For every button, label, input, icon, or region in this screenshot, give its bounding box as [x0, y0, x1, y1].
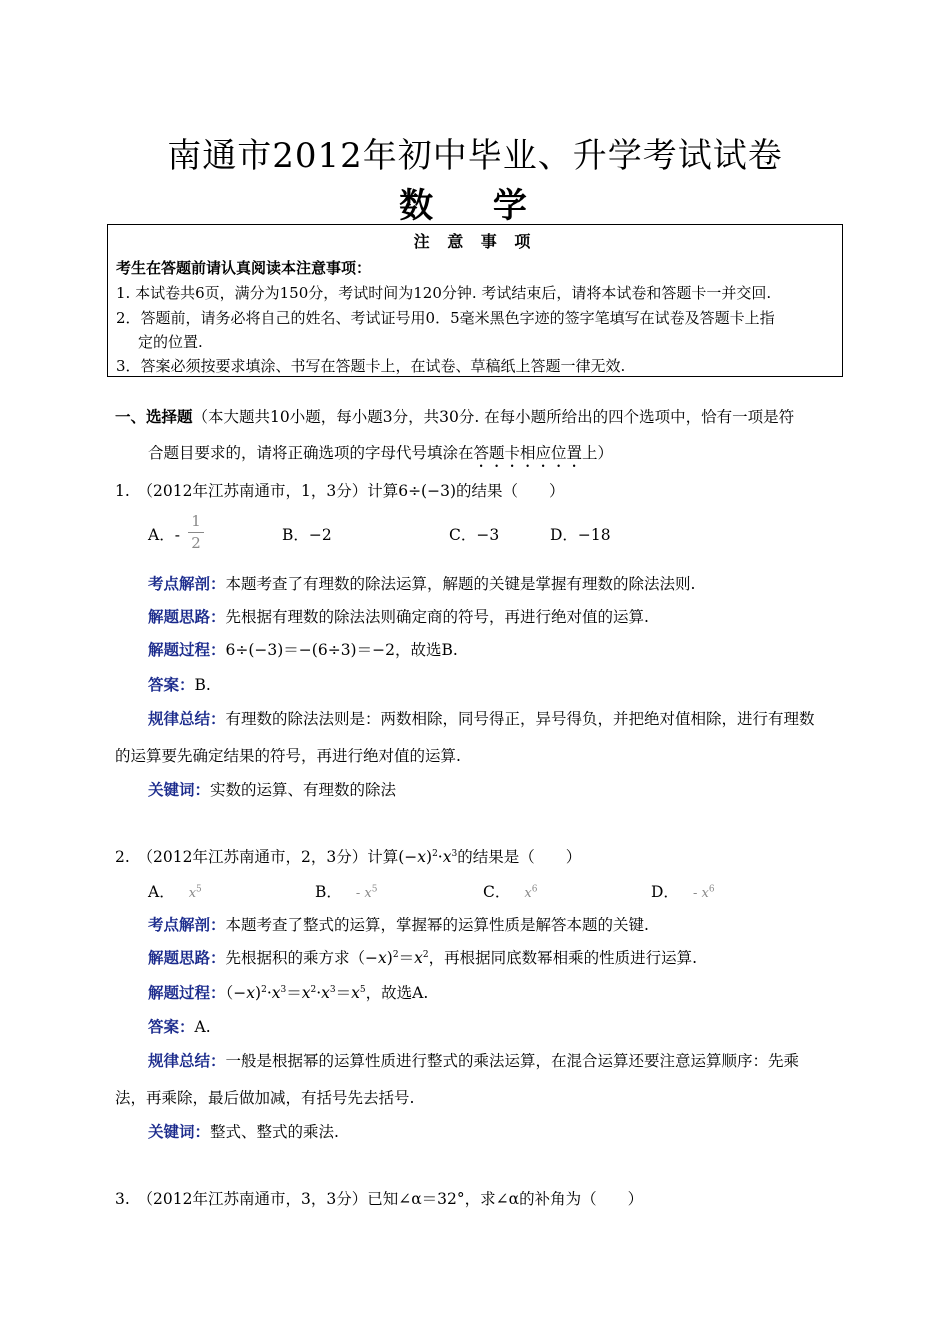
q1-guilv-text-1: 有理数的除法法则是：两数相除，同号得正，异号得负，并把绝对值相除，进行有理数: [225, 710, 815, 728]
q2-option-d: D． - $x^6$: [651, 883, 715, 901]
q1-guocheng: [148, 638, 458, 660]
q2-guilv-cont: 法，再乘除，最后做加减，有括号先去括号.: [115, 1089, 415, 1107]
notice-heading: 注 意 事 项: [413, 232, 537, 251]
notice-lead: 考生在答题前请认真阅读本注意事项：: [116, 259, 372, 277]
notice-item-1: 1. 本试卷共6页，满分为150分，考试时间为120分钟. 考试结束后，请将本试卷和答题卡一并交回.: [116, 284, 772, 302]
q1-daan-text: B.: [194, 676, 211, 694]
q2-daan: [148, 1015, 211, 1037]
kaodian-label: 考点解剖：: [148, 574, 226, 593]
guilv-label: 规律总结：: [148, 1051, 226, 1070]
q2-guocheng: 解题过程：$(-x)^2\cdot x^3=x^2\cdot x^3=x^5$，故选A.: [148, 983, 429, 1002]
q2-kaodian: [148, 913, 649, 935]
q1-guilv-cont: 的运算要先确定结果的符号，再进行绝对值的运算.: [115, 747, 461, 765]
q2-silu: 解题思路：先根据积的乘方求$(-x)^2=x^2$，再根据同底数幂相乘的性质进行运算.: [148, 948, 697, 967]
fraction-numerator: 1: [191, 512, 201, 530]
q1-silu: [148, 605, 649, 627]
q1-guocheng-text: 6÷(−3)＝−(6÷3)＝−2，故选B.: [225, 641, 458, 659]
notice-box: [107, 224, 843, 377]
silu-label: 解题思路：: [148, 607, 226, 626]
q2-option-a-label: A．: [148, 883, 175, 901]
q1-daan: [148, 673, 211, 695]
section-desc-1: （本大题共10小题，每小题3分，共30分. 在每小题所给出的四个选项中，恰有一项是符: [192, 408, 795, 426]
q1-kaodian-text: 本题考查了有理数的除法运算，解题的关键是掌握有理数的除法法则.: [225, 575, 696, 593]
section-desc-2c: 上）: [582, 444, 614, 462]
q1-guanjianci-text: 实数的运算、有理数的除法: [210, 781, 397, 799]
q2-guocheng-text: ，故选A.: [365, 984, 429, 1002]
q1-silu-text: 先根据有理数的除法法则确定商的符号，再进行绝对值的运算.: [225, 608, 649, 626]
section-intro-cont: [148, 441, 613, 471]
q2-option-b-label: B．: [315, 883, 342, 901]
notice-item-2: 2．答题前，请务必将自己的姓名、考试证号用0．5毫米黑色字迹的签字笔填写在试卷及答题卡上指: [116, 309, 775, 327]
q2-daan-text: A.: [194, 1018, 211, 1036]
guocheng-label: 解题过程：: [148, 983, 226, 1002]
guanjianci-label: 关键词：: [148, 1122, 211, 1141]
daan-label: 答案：: [148, 1017, 195, 1036]
section-intro: [115, 405, 794, 427]
guocheng-label: 解题过程：: [148, 640, 226, 659]
notice-item-2-cont: 定的位置.: [138, 333, 203, 351]
exam-title: 南通市2012年初中毕业、升学考试试卷: [167, 136, 783, 176]
q2-silu-text-b: ，再根据同底数幂相乘的性质进行运算.: [428, 949, 697, 967]
q2-option-d-label: D．: [651, 883, 679, 901]
section-label: 一、选择题: [115, 407, 193, 426]
q2-stem: 2. （2012年江苏南通市，2，3分）计算$(-x)^2\cdot x^3$的结果是（ ）: [115, 848, 582, 866]
q2-silu-text-a: 先根据积的乘方求（−: [225, 949, 379, 967]
q2-kaodian-text: 本题考查了整式的运算，掌握幂的运算性质是解答本题的关键.: [225, 916, 649, 934]
guilv-label: 规律总结：: [148, 709, 226, 728]
fraction-bar: [188, 532, 204, 533]
q2-option-b: B． - $x^5$: [315, 883, 378, 901]
q2-stem-suffix: 的结果是（ ）: [457, 848, 582, 866]
daan-label: 答案：: [148, 675, 195, 694]
q3-stem: 3. （2012年江苏南通市，3，3分）已知∠α＝32°，求∠α的补角为（ ）: [115, 1190, 644, 1208]
q1-option-c: C．−3: [449, 526, 500, 544]
q1-option-d: D．−18: [550, 526, 611, 544]
q2-guilv: [148, 1049, 799, 1071]
guanjianci-label: 关键词：: [148, 780, 211, 799]
notice-item-3: 3．答案必须按要求填涂、书写在答题卡上，在试卷、草稿纸上答题一律无效.: [116, 357, 626, 375]
q1-option-b: B．−2: [282, 526, 332, 544]
q2-guilv-text-1: 一般是根据幂的运算性质进行整式的乘法运算，在混合运算还要注意运算顺序：先乘: [225, 1052, 800, 1070]
q1-stem: 1. （2012年江苏南通市，1，3分）计算6÷(−3)的结果（ ）: [115, 482, 565, 500]
q2-option-c-label: C．: [483, 883, 511, 901]
section-desc-2a: 合题目要求的，请将正确选项的字母代号填涂在: [148, 444, 474, 462]
q1-option-a: A．-: [148, 526, 180, 544]
subject-title: 数 学: [399, 186, 551, 226]
kaodian-label: 考点解剖：: [148, 915, 226, 934]
q1-guilv: [148, 707, 815, 729]
q2-option-c: C． $x^6$: [483, 883, 538, 901]
q1-option-a-fraction: [188, 514, 204, 551]
silu-label: 解题思路：: [148, 948, 226, 967]
q2-guanjianci: [148, 1120, 339, 1142]
q2-stem-prefix: 2. （2012年江苏南通市，2，3分）计算(−: [115, 848, 418, 866]
q1-guanjianci: [148, 778, 396, 800]
fraction-denominator: 2: [191, 534, 201, 552]
section-desc-2b: 答题卡相应位置: [473, 444, 583, 462]
q1-kaodian: [148, 572, 695, 594]
q2-guanjianci-text: 整式、整式的乘法.: [210, 1123, 339, 1141]
q2-option-a: A． $x^5$: [148, 883, 202, 901]
